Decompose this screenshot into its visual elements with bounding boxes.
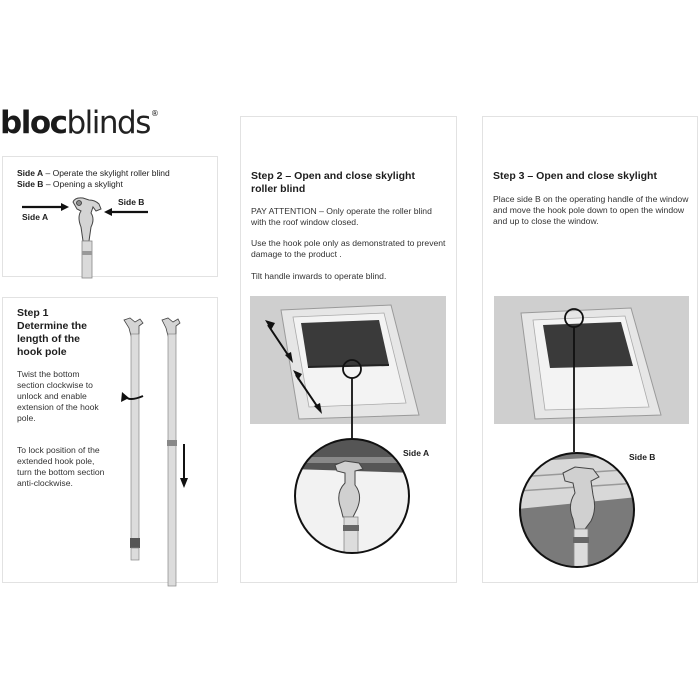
hook-pole-head-illustration [3, 157, 219, 278]
side-b-text: – Opening a skylight [43, 179, 123, 189]
logo-bold-part: bloc [0, 105, 67, 141]
side-a-text: – Operate the skylight roller blind [43, 168, 170, 178]
step1-instruction-lock: To lock position of the extended hook pole, turn the bottom section anti-clockwise. [17, 445, 105, 488]
skylight-opening-illustration [483, 117, 699, 584]
hook-pole-extension-illustration [3, 298, 219, 584]
label-side-a: Side A [22, 212, 49, 222]
step1-title: Step 1 Determine the length of the hook pole [17, 307, 88, 358]
step2-panel [240, 116, 457, 583]
step1-panel [2, 297, 218, 583]
step2-tilt-note: Tilt handle inwards to operate blind. [251, 271, 387, 281]
side-b-prefix: Side B [17, 179, 44, 189]
step3-side-label: Side B [629, 452, 656, 462]
skylight-roller-blind-illustration [241, 117, 458, 584]
step2-warning: PAY ATTENTION – Only operate the roller blind with the roof window closed. [251, 206, 432, 227]
step3-instruction: Place side B on the operating handle of the window and move the hook pole down to open the window and up to close the window. [493, 194, 689, 226]
sides-panel [2, 156, 218, 277]
step2-side-label: Side A [403, 448, 430, 458]
step3-panel [482, 116, 698, 583]
side-a-prefix: Side A [17, 168, 44, 178]
logo-registered-mark: ® [150, 109, 159, 118]
brand-logo [0, 105, 159, 141]
step2-title: Step 2 – Open and close skylight roller blind [251, 170, 415, 195]
step3-title: Step 3 – Open and close skylight [493, 170, 657, 182]
label-side-b: Side B [118, 197, 145, 207]
step1-instruction-unlock: Twist the bottom section clockwise to unlock and enable extension of the hook pole. [17, 369, 99, 423]
logo-light-part: blinds [66, 105, 150, 141]
step2-usage-note: Use the hook pole only as demonstrated to prevent damage to the product . [251, 238, 446, 259]
